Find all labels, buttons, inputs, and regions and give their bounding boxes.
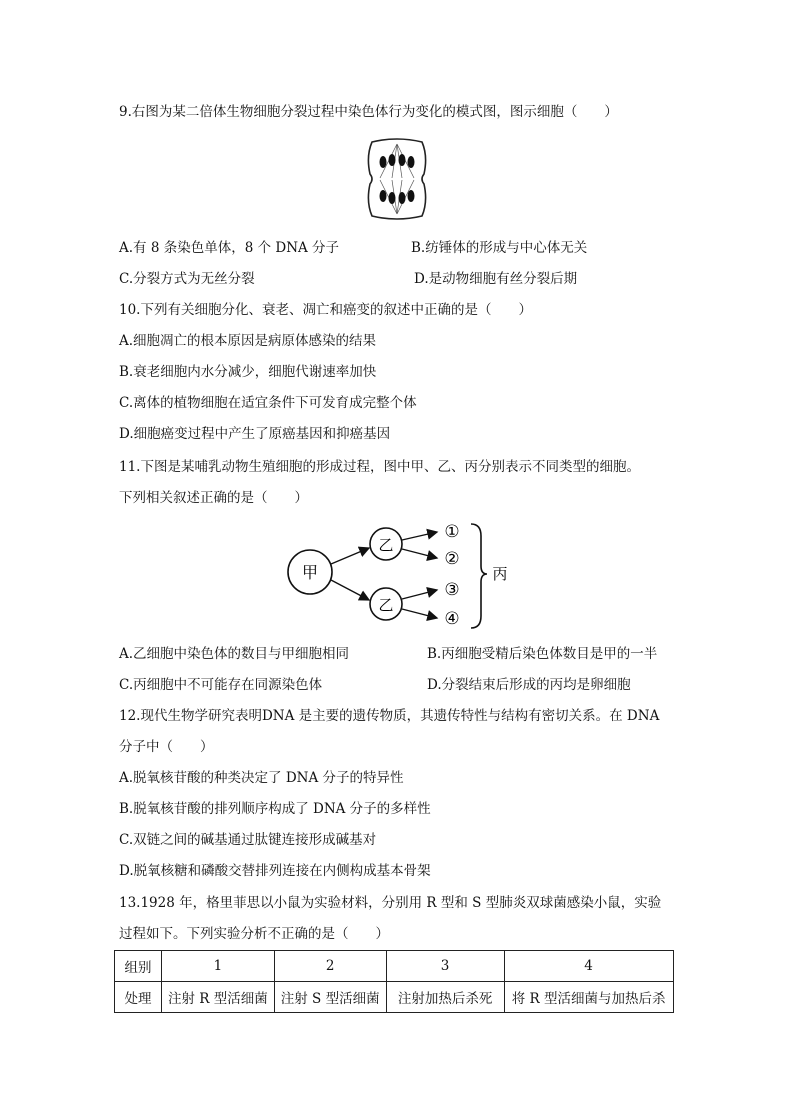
q11-option-b: B.丙细胞受精后染色体数目是甲的一半 bbox=[427, 646, 658, 662]
q9-stem: 9.右图为某二倍体生物细胞分裂过程中染色体行为变化的模式图，图示细胞（ ） bbox=[119, 104, 618, 120]
jia-cell-label: 甲 bbox=[301, 563, 319, 582]
q10-option-b: B.衰老细胞内水分减少，细胞代谢速率加快 bbox=[119, 364, 377, 380]
q13-stem-line1: 13.1928 年，格里菲思以小鼠为实验材料，分别用 R 型和 S 型肺炎双球菌感染小鼠，实验 bbox=[119, 895, 662, 911]
q11-stem-line1: 11.下图是某哺乳动物生殖细胞的形成过程，图中甲、乙、丙分别表示不同类型的细胞。 bbox=[119, 459, 640, 475]
cell-1-label: ① bbox=[444, 522, 460, 542]
q10-option-a: A.细胞凋亡的根本原因是病原体感染的结果 bbox=[119, 333, 377, 349]
cell-division-figure bbox=[362, 136, 432, 222]
table-cell: 1 bbox=[162, 951, 275, 982]
table-cell: 组别 bbox=[115, 951, 162, 982]
table-cell: 2 bbox=[274, 951, 386, 982]
q10-option-c: C.离体的植物细胞在适宜条件下可发育成完整个体 bbox=[119, 395, 417, 411]
cell-3-label: ③ bbox=[444, 580, 460, 600]
q10-option-d: D.细胞癌变过程中产生了原癌基因和抑癌基因 bbox=[119, 426, 391, 442]
q11-option-a: A.乙细胞中染色体的数目与甲细胞相同 bbox=[119, 646, 350, 662]
yi-bottom-cell-label: 乙 bbox=[378, 596, 394, 614]
yi-top-cell-label: 乙 bbox=[378, 536, 394, 554]
q9-option-a: A.有 8 条染色单体，8 个 DNA 分子 bbox=[119, 240, 340, 256]
q9-option-b: B.纺锤体的形成与中心体无关 bbox=[411, 240, 588, 256]
table-cell: 将 R 型活细菌与加热后杀 bbox=[504, 982, 673, 1013]
table-cell: 注射 S 型活细菌 bbox=[274, 982, 386, 1013]
table-cell: 4 bbox=[504, 951, 673, 982]
table-cell: 注射 R 型活细菌 bbox=[162, 982, 275, 1013]
cell-4-label: ④ bbox=[444, 609, 460, 629]
cell-2-label: ② bbox=[444, 549, 460, 569]
q12-stem-line2: 分子中（ ） bbox=[119, 739, 214, 755]
q12-option-c: C.双链之间的碱基通过肽键连接形成碱基对 bbox=[119, 832, 377, 848]
q11-option-d: D.分裂结束后形成的丙均是卵细胞 bbox=[427, 677, 631, 693]
table-cell: 注射加热后杀死 bbox=[386, 982, 504, 1013]
q12-stem-line1: 12.现代生物学研究表明DNA 是主要的遗传物质，其遗传特性与结构有密切关系。在 DNA bbox=[119, 708, 660, 724]
experiment-table bbox=[114, 950, 674, 1013]
q11-option-c: C.丙细胞中不可能存在同源染色体 bbox=[119, 677, 323, 693]
q12-option-d: D.脱氧核糖和磷酸交替排列连接在内侧构成基本骨架 bbox=[119, 863, 431, 879]
q13-stem-line2: 过程如下。下列实验分析不正确的是（ ） bbox=[119, 926, 389, 942]
bing-label: 丙 bbox=[492, 565, 508, 583]
q9-option-d: D.是动物细胞有丝分裂后期 bbox=[414, 271, 578, 287]
q11-stem-line2: 下列相关叙述正确的是（ ） bbox=[119, 490, 308, 506]
q12-option-b: B.脱氧核苷酸的排列顺序构成了 DNA 分子的多样性 bbox=[119, 801, 431, 817]
table-row bbox=[115, 982, 674, 1013]
table-cell: 3 bbox=[386, 951, 504, 982]
q9-option-c: C.分裂方式为无丝分裂 bbox=[119, 271, 255, 287]
q12-option-a: A.脱氧核苷酸的种类决定了 DNA 分子的特异性 bbox=[119, 770, 404, 786]
germ-cell-diagram bbox=[285, 520, 515, 632]
table-header-row bbox=[115, 951, 674, 982]
table-cell: 处理 bbox=[115, 982, 162, 1013]
q10-stem: 10.下列有关细胞分化、衰老、凋亡和癌变的叙述中正确的是（ ） bbox=[119, 302, 532, 318]
